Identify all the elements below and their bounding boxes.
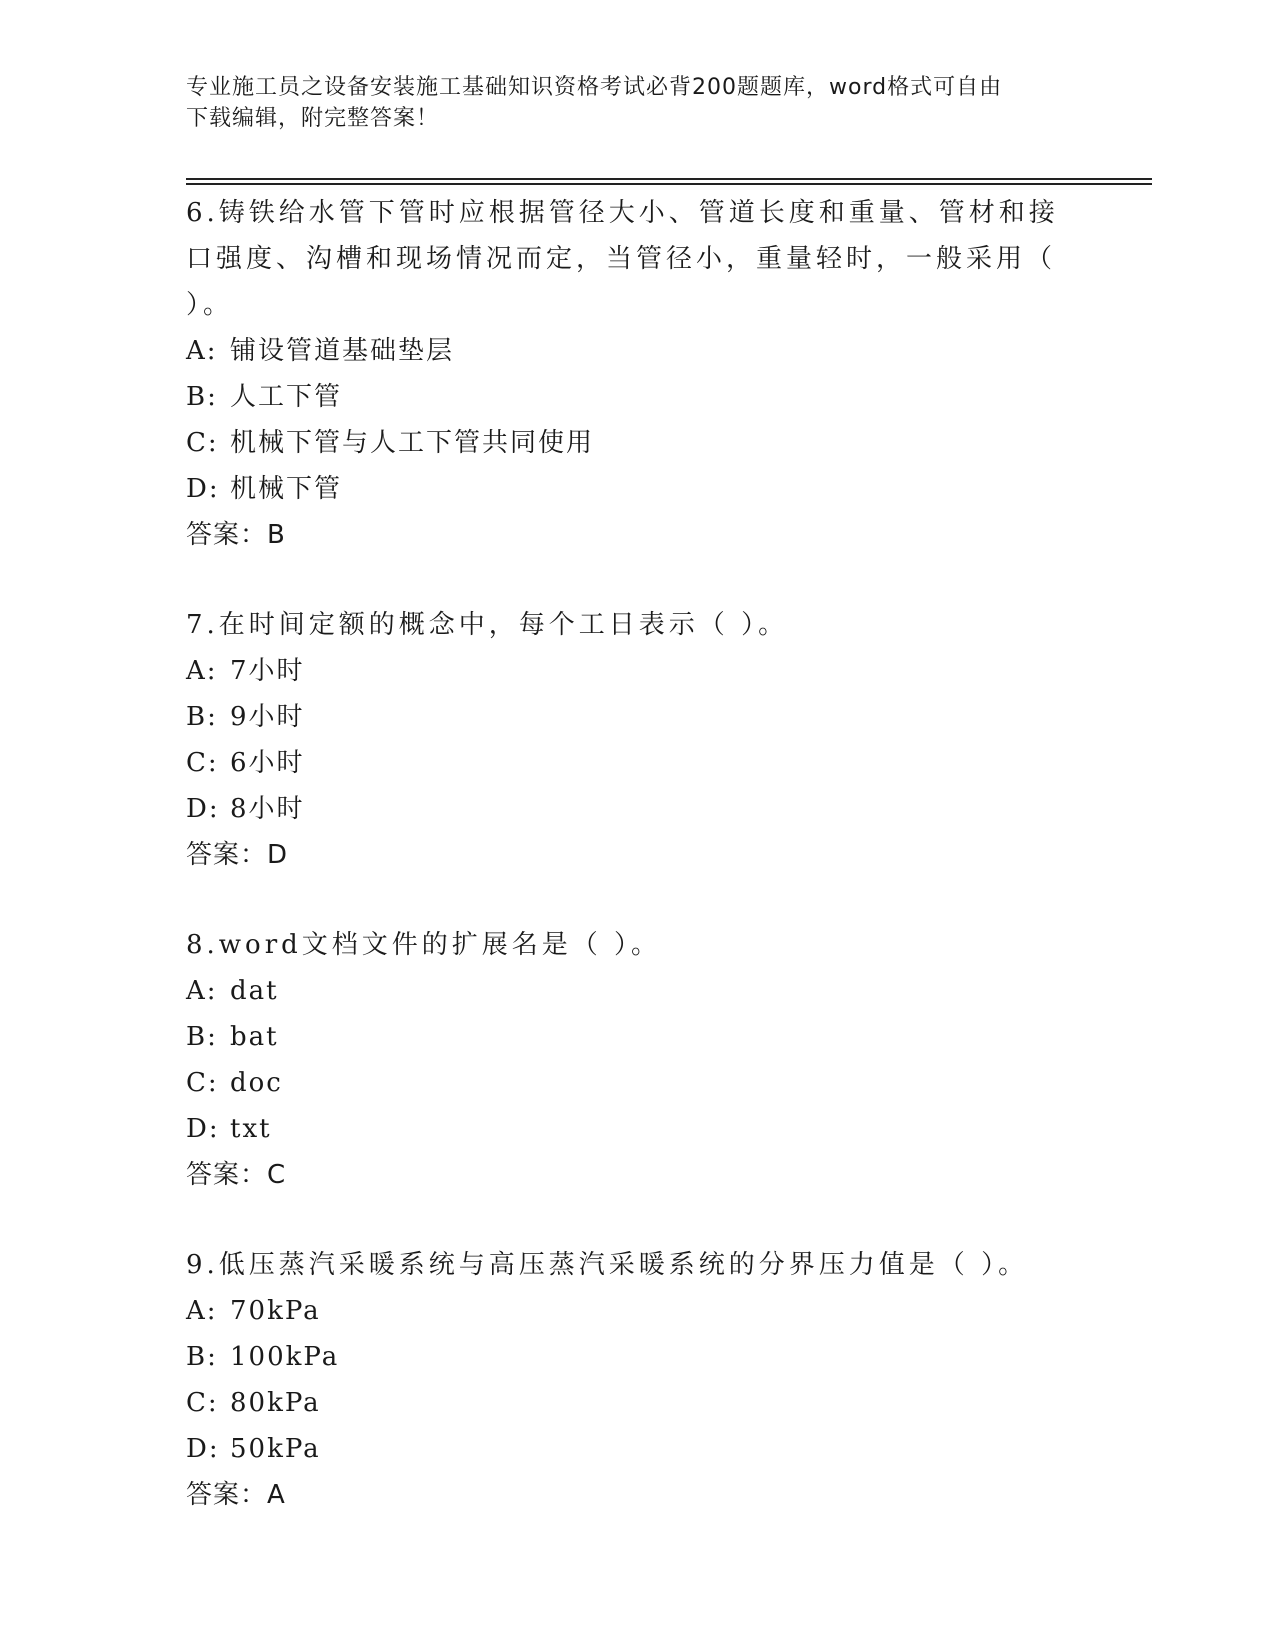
- option-a: [186, 328, 1086, 374]
- option-text: dat: [230, 976, 279, 1006]
- option-a: [186, 1288, 1086, 1334]
- option-letter: B:: [186, 382, 218, 412]
- option-text: 7小时: [230, 656, 305, 686]
- option-letter: D:: [186, 1434, 220, 1464]
- option-text: 9小时: [230, 702, 305, 732]
- option-letter: D:: [186, 794, 220, 824]
- option-text: txt: [230, 1114, 272, 1144]
- option-letter: A:: [186, 976, 218, 1006]
- option-letter: D:: [186, 474, 220, 504]
- question-6: [186, 190, 1086, 558]
- option-text: 100kPa: [230, 1342, 340, 1372]
- option-a: [186, 968, 1086, 1014]
- option-letter: C:: [186, 748, 219, 778]
- question-stem: 7.在时间定额的概念中，每个工日表示（ ）。: [186, 610, 789, 640]
- option-text: 机械下管与人工下管共同使用: [230, 428, 595, 458]
- option-d: [186, 1426, 1086, 1472]
- option-letter: A:: [186, 656, 218, 686]
- option-text: 80kPa: [230, 1388, 321, 1418]
- header-divider-top: [186, 178, 1152, 180]
- option-text: 6小时: [230, 748, 305, 778]
- option-b: [186, 1014, 1086, 1060]
- question-stem: 8.word文档文件的扩展名是（ ）。: [186, 930, 662, 960]
- question-stem: 9.低压蒸汽采暖系统与高压蒸汽采暖系统的分界压力值是（ ）。: [186, 1250, 1029, 1280]
- option-letter: B:: [186, 702, 218, 732]
- option-d: [186, 466, 1086, 512]
- header-line-2: 下载编辑，附完整答案！: [186, 106, 440, 131]
- option-text: 8小时: [230, 794, 305, 824]
- answer-line: 答案：B: [186, 520, 286, 550]
- question-7: [186, 602, 1086, 878]
- option-letter: A:: [186, 336, 218, 366]
- header-divider-bottom: [186, 183, 1152, 185]
- option-d: [186, 1106, 1086, 1152]
- option-text: 机械下管: [230, 474, 343, 504]
- question-8: [186, 922, 1086, 1198]
- option-a: [186, 648, 1086, 694]
- document-header: [186, 72, 1086, 134]
- option-text: 人工下管: [230, 382, 343, 412]
- answer-line: 答案：D: [186, 840, 289, 870]
- option-letter: C:: [186, 1068, 219, 1098]
- option-b: [186, 374, 1086, 420]
- question-stem: 6.铸铁给水管下管时应根据管径大小、管道长度和重量、管材和接口强度、沟槽和现场情况而定，当管径小，重量轻时，一般采用（ ）。: [186, 198, 1059, 320]
- option-text: 70kPa: [230, 1296, 321, 1326]
- option-c: [186, 1380, 1086, 1426]
- option-text: bat: [230, 1022, 279, 1052]
- option-b: [186, 694, 1086, 740]
- option-letter: C:: [186, 428, 219, 458]
- option-letter: D:: [186, 1114, 220, 1144]
- header-line-1: 专业施工员之设备安装施工基础知识资格考试必背200题题库，word格式可自由: [186, 75, 1003, 100]
- question-9: [186, 1242, 1086, 1518]
- option-text: doc: [230, 1068, 283, 1098]
- answer-line: 答案：A: [186, 1480, 286, 1510]
- option-c: [186, 420, 1086, 466]
- question-list: [186, 190, 1086, 1562]
- option-c: [186, 740, 1086, 786]
- option-letter: B:: [186, 1022, 218, 1052]
- option-letter: A:: [186, 1296, 218, 1326]
- option-letter: C:: [186, 1388, 219, 1418]
- option-b: [186, 1334, 1086, 1380]
- option-d: [186, 786, 1086, 832]
- option-text: 铺设管道基础垫层: [230, 336, 455, 366]
- answer-line: 答案：C: [186, 1160, 287, 1190]
- option-text: 50kPa: [230, 1434, 321, 1464]
- option-c: [186, 1060, 1086, 1106]
- option-letter: B:: [186, 1342, 218, 1372]
